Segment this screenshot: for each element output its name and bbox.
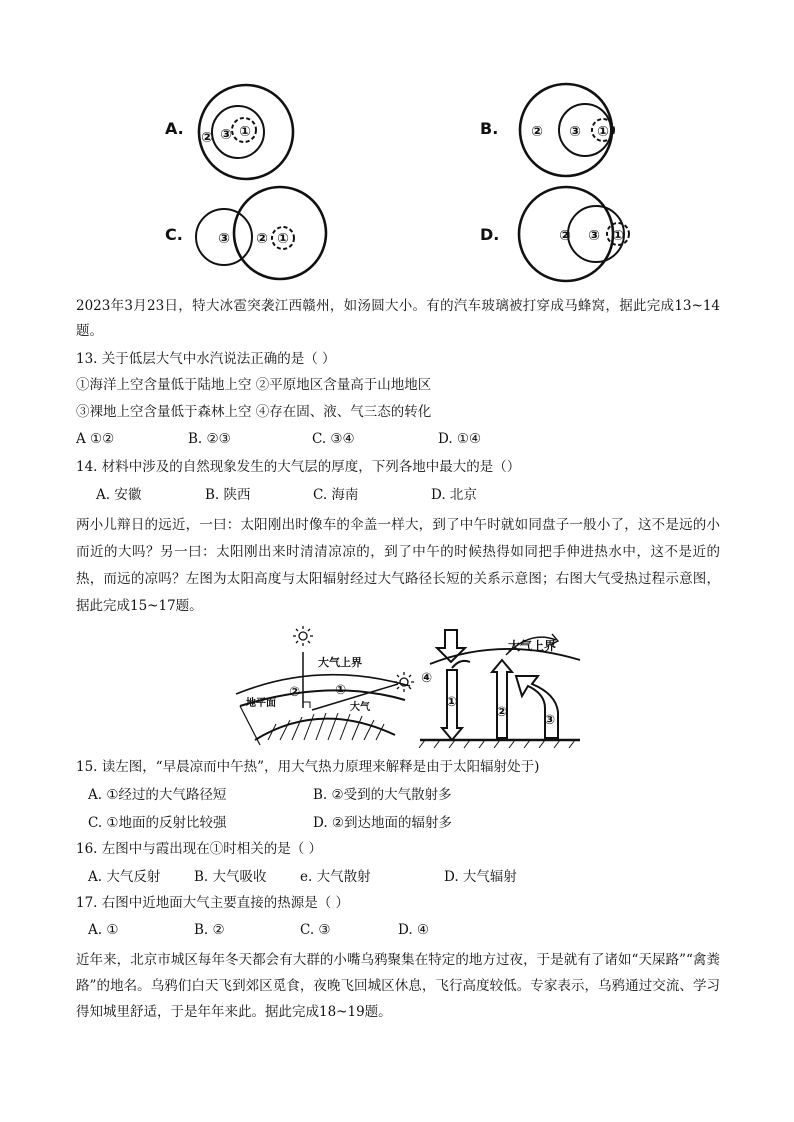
marker: ② (289, 685, 301, 700)
label-c: C. (165, 225, 183, 244)
sun-icon (293, 626, 313, 646)
label-a: A. (165, 119, 184, 138)
marker: ③ (218, 231, 230, 247)
q16-option-a: A. 大气反射 (88, 869, 161, 885)
q17-option-c: C. ③ (300, 922, 331, 938)
q16-option-d: D. 大气辐射 (444, 869, 517, 885)
q16-option-c: e. 大气散射 (300, 869, 371, 885)
q13-statement-line-1: ①海洋上空含量低于陆地上空 ②平原地区含量高于山地地区 (76, 377, 432, 393)
marker: ① (597, 124, 609, 140)
q17-option-d: D. ④ (398, 922, 430, 938)
marker: ④ (421, 671, 433, 686)
q14-stem: 14. 材料中涉及的自然现象发生的大气层的厚度，下列各地中最大的是（） (76, 459, 521, 475)
marker: ① (277, 231, 289, 247)
q13-option-c: C. ③④ (312, 431, 355, 447)
ground-label: 地平面 (246, 698, 276, 709)
q17-option-a: A. ① (88, 922, 119, 938)
intro-paragraph-1: 2023年3月23日，特大冰雹突袭江西赣州，如汤圆大小。有的汽车玻璃被打穿成马蜂窝，据此完成13~14题。 (76, 298, 720, 339)
upper-boundary-label: 大气上界 (318, 656, 362, 669)
q13-option-a: A ①② (76, 431, 115, 447)
q15-option-d: D. ②到达地面的辐射多 (313, 815, 453, 831)
marker: ③ (220, 127, 232, 143)
marker: ② (201, 130, 213, 146)
q13-option-d: D. ①④ (438, 431, 482, 447)
marker: ① (239, 124, 251, 140)
sun-icon (394, 672, 414, 692)
q15-stem: 15. 读左图，“早晨凉而中午热”，用大气热力原理来解释是由于太阳辐射处于) (76, 759, 540, 775)
atmosphere-figure (0, 620, 794, 750)
marker: ② (559, 228, 571, 244)
q16-option-b: B. 大气吸收 (194, 869, 267, 885)
q17-option-b: B. ② (194, 922, 225, 938)
q14-option-d: D. 北京 (431, 487, 477, 503)
label-d: D. (480, 225, 500, 244)
q15-option-c: C. ①地面的反射比较强 (88, 815, 227, 831)
circle-diagrams-figure (0, 0, 794, 290)
marker: ① (335, 683, 347, 698)
q13-option-b: B. ②③ (188, 431, 231, 447)
marker: ② (496, 705, 508, 720)
marker: ① (612, 228, 624, 244)
q17-stem: 17. 右图中近地面大气主要直接的热源是（ ） (76, 895, 350, 911)
q15-option-a: A. ①经过的大气路径短 (88, 787, 227, 803)
label-b: B. (480, 119, 499, 138)
q14-option-b: B. 陕西 (205, 487, 251, 503)
intro-paragraph-3: 近年来，北京市城区每年冬天都会有大群的小嘴乌鸦聚集在特定的地方过夜，于是就有了诸如“天屎路”“禽粪路”的地名。乌鸦们白天飞到郊区觅食，夜晚飞回城区休息，飞行高度较低。专家表示，乌鸦通过交流、学习得知城里舒适，于是年年来此。据此完成18~19题。 (76, 952, 720, 1020)
q16-stem: 16. 左图中与霞出现在①时相关的是（ ） (76, 841, 323, 857)
marker: ③ (569, 124, 581, 140)
marker: ③ (588, 228, 600, 244)
q15-option-b: B. ②受到的大气散射多 (313, 787, 452, 803)
intro-paragraph-2: 两小儿辩日的远近，一曰：太阳刚出时像车的伞盖一样大，到了中午时就如同盘子一般小了，这不是远的小而近的大吗？另一曰：太阳刚出来时清清凉凉的，到了中午的时候热得如同把手伸进热水中，这不是近的热，而远的凉吗？左图为太阳高度与太阳辐射经过大气路径长短的关系示意图；右图大气受热过程示意图，据此完成15~17题。 (76, 517, 720, 614)
q13-statement-line-2: ③裸地上空含量低于森林上空 ④存在固、液、气三态的转化 (76, 404, 432, 420)
q13-stem: 13. 关于低层大气中水汽说法正确的是（ ） (76, 351, 336, 367)
marker: ③ (544, 713, 556, 728)
marker: ② (531, 124, 543, 140)
atmosphere-label: 大气 (350, 702, 370, 713)
marker: ① (446, 695, 458, 710)
q14-option-a: A. 安徽 (96, 487, 142, 503)
upper-boundary-label-right: 大气上界 (508, 639, 557, 653)
q14-option-c: C. 海南 (313, 487, 359, 503)
marker: ② (256, 231, 268, 247)
